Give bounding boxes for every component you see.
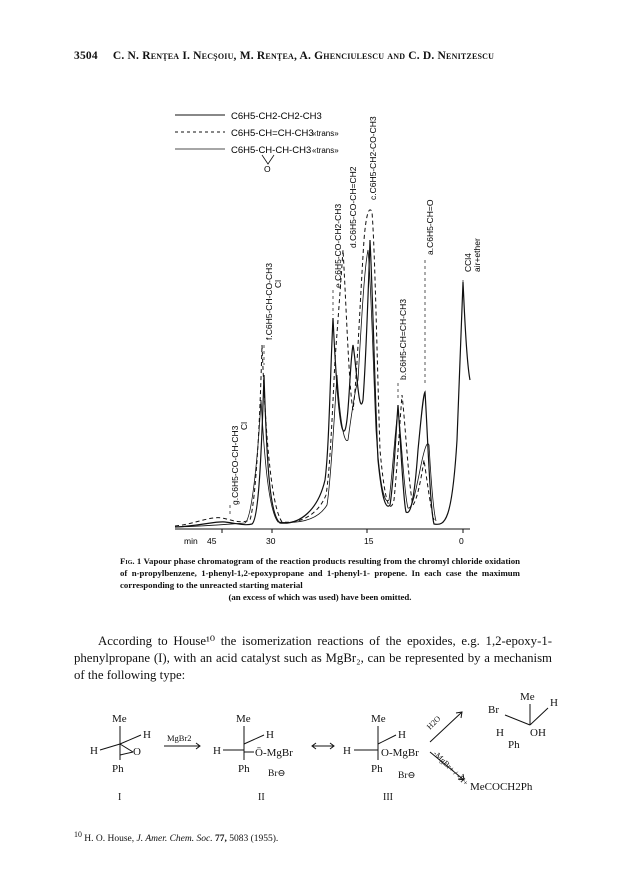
epoxide-ring [120, 744, 133, 755]
arrowhead-up [456, 712, 462, 718]
product-ketone: MeCOCH2Ph [470, 781, 533, 793]
author-line: C. N. Renţea I. Necşoiu, M. Renţea, A. Ghenciulescu and C. D. Nenitzescu [112, 50, 495, 62]
prod-oh: OH [530, 727, 546, 739]
figure-caption [120, 555, 520, 603]
x-axis [175, 529, 470, 546]
footnote-rest: 5083 (1955). [229, 834, 279, 845]
page-number: 3504 [74, 50, 98, 62]
bond-i-h2 [120, 735, 141, 744]
legend-label-1: C6H5-CH2-CH2-CH3 [231, 111, 322, 122]
arrow-down [430, 752, 464, 780]
peak-label-a: a.C6H5-CH=O [425, 199, 435, 255]
footnote-journal: J. Amer. Chem. Soc. [136, 834, 213, 845]
struct-ii-ph: Ph [238, 763, 250, 775]
prod-bond-1 [505, 715, 530, 725]
struct-label-iii: III [383, 792, 393, 803]
trace-solid [175, 240, 470, 527]
prod-me: Me [520, 691, 535, 703]
legend-label-2: C6H5-CH=CH-CH3 [231, 128, 314, 139]
struct-ii-h: H [213, 745, 221, 757]
reagent-label: MgBr2 [167, 733, 192, 743]
tick-label-45: 45 [207, 536, 217, 546]
peak-label-g: g.C6H5-CO-CH-CH3 [230, 425, 240, 505]
bond-i-h [100, 744, 120, 750]
chromatogram-traces [175, 210, 470, 527]
peak-label-g-cl: Cl [239, 421, 249, 430]
tick-label-15: 15 [364, 536, 374, 546]
legend [175, 111, 339, 174]
arrow-h2o-label: H2O [425, 714, 443, 732]
trace-thin [175, 250, 436, 527]
peak-label-air: air+ether [472, 238, 482, 272]
struct-ii-me: Me [236, 713, 251, 725]
peak-label-d: d.C6H5-CO-CH=CH2 [348, 166, 358, 248]
peak-label-f-cl: Cl [273, 279, 283, 288]
caption-line-1: Vapour phase chromatogram of the reaction products resulting from the chromyl [143, 556, 450, 566]
legend-bridge-o: O [264, 164, 271, 174]
bond-iii-h2 [378, 735, 396, 744]
struct-ii-h2: H [266, 729, 274, 741]
struct-iii-br: Br⊖ [398, 771, 416, 781]
arrow-mgbr-label: -MgBr+ / -H+ [431, 749, 471, 788]
epoxide-bridge [262, 155, 274, 164]
tick-label-30: 30 [266, 536, 276, 546]
struct-i-h2: H [143, 729, 151, 741]
prod-h2: H [496, 727, 504, 739]
arrowhead-reagent [196, 743, 200, 749]
struct-iii-ph: Ph [371, 763, 383, 775]
footnote-authors: H. O. House, [84, 834, 135, 845]
struct-iii-h2: H [398, 729, 406, 741]
prod-ph: Ph [508, 739, 520, 751]
resonance-heads [312, 743, 334, 749]
arrowhead-down [458, 774, 464, 780]
prod-h: H [550, 697, 558, 709]
axis-unit-label: min [184, 536, 198, 546]
bond-ii-h2 [244, 735, 264, 744]
caption-line-3: propene. In each case the maximum corresponding to the unreacted starting material [120, 568, 520, 590]
body-paragraph [74, 633, 552, 684]
struct-i-me: Me [112, 713, 127, 725]
paragraph-line-3: mechanism of the following type: [74, 651, 553, 682]
prod-br: Br [488, 704, 499, 716]
struct-i-o: O [133, 746, 141, 758]
footnote-marker: 10 [74, 830, 82, 839]
tick-label-0: 0 [459, 536, 464, 546]
peak-label-e: e.C6H5-CO-CH2-CH3 [333, 203, 343, 288]
caption-line-2: chloride oxidation of n-propylbenzene, 1-phenyl-1,2-epoxypropane and 1-phenyl-1- [120, 556, 520, 578]
struct-label-ii: II [258, 792, 265, 803]
legend-suffix-3: «trans» [312, 146, 339, 155]
struct-i-ph: Ph [112, 763, 124, 775]
legend-suffix-2: «trans» [312, 129, 339, 138]
arrow-up [430, 712, 462, 742]
struct-iii-me: Me [371, 713, 386, 725]
peak-label-c: c.C6H5-CH2-CO-CH3 [368, 116, 378, 200]
legend-label-3: C6H5-CH-CH-CH3 [231, 145, 312, 156]
struct-i-h: H [90, 745, 98, 757]
caption-line-4: (an excess of which was used) have been omitted. [228, 592, 412, 602]
struct-ii-omgbr: Ō-MgBr [255, 747, 293, 759]
struct-iii-omgbr: O-MgBr [381, 747, 419, 759]
figure-label: Fig. 1 [120, 556, 142, 566]
paragraph-line-2: phenylpropane (I), with an acid catalyst such as MgBr₂, can be represented by a [74, 651, 490, 665]
struct-iii-h: H [343, 745, 351, 757]
footnote [74, 830, 278, 844]
footnote-volume: 77, [214, 834, 227, 845]
peak-label-ccl4: CCl4 [463, 253, 473, 272]
trace-dashed [175, 210, 434, 526]
prod-bond-3 [530, 708, 548, 725]
paragraph-line-1: According to House¹⁰ the isomerization reactions of the epoxides, e.g. 1,2-epoxy-1- [98, 634, 552, 648]
struct-label-i: I [118, 792, 122, 803]
peak-label-b: b.C6H5-CH=CH-CH3 [398, 298, 408, 380]
struct-ii-br: Br⊖ [268, 769, 286, 779]
peak-label-f: f.C6H5-CH-CO-CH3 [264, 263, 274, 340]
